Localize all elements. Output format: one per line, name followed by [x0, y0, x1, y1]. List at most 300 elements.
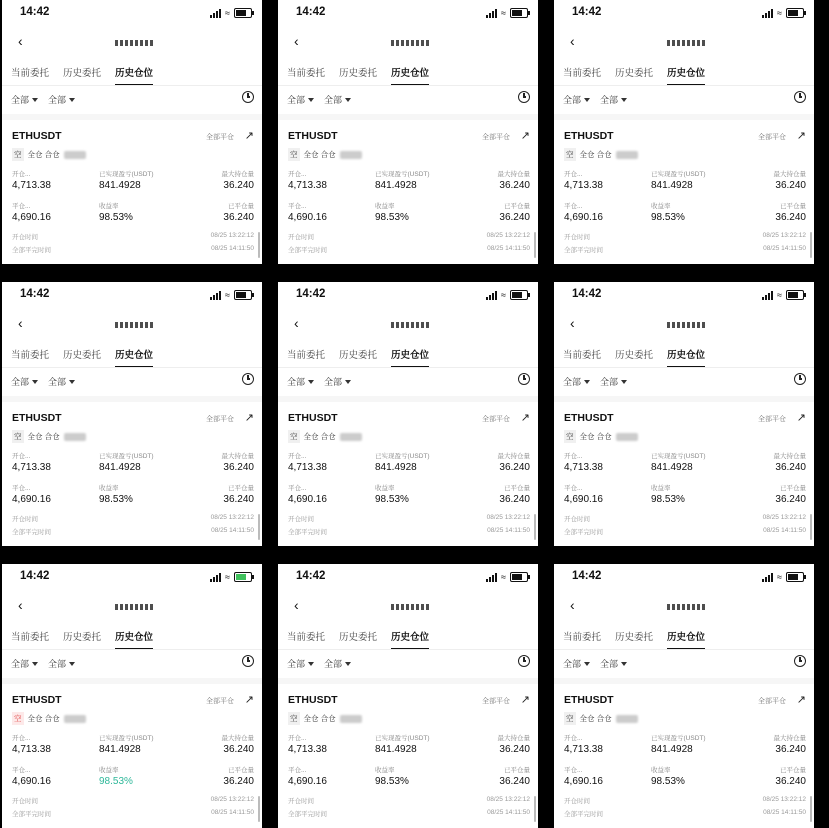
open-price: 开仓... 4,713.38 — [12, 171, 51, 191]
screenshot-grid — [2, 0, 814, 828]
battery-icon — [234, 290, 252, 300]
open-time: 08/25 13:22:12 — [762, 232, 806, 239]
leverage-tag-blurred — [64, 151, 86, 159]
side-tag: 空 — [14, 714, 22, 723]
tab-order-history[interactable]: 历史委托 — [63, 68, 102, 79]
leverage-tag-blurred — [340, 433, 362, 441]
close-time: 08/25 14:11:50 — [211, 809, 254, 816]
status-time: 14:42 — [572, 288, 602, 300]
max-position: 最大持仓量 36.240 — [497, 735, 530, 755]
tab-current-orders[interactable]: 当前委托 — [563, 68, 602, 79]
tabs-divider — [554, 367, 814, 368]
margin-mode-tag: 全仓 合仓 — [579, 150, 612, 159]
max-position: 最大持仓量 36.240 — [497, 171, 530, 191]
tab-current-orders[interactable]: 当前委托 — [287, 68, 326, 79]
wifi-icon: ≈ — [777, 571, 782, 582]
position-tags — [288, 712, 362, 725]
share-icon[interactable]: ↗ — [244, 694, 254, 706]
roi: 收益率 98.53% — [651, 203, 685, 223]
clock-icon[interactable] — [242, 91, 254, 103]
position-tags — [564, 148, 638, 161]
account-name-blurred — [667, 322, 705, 328]
open-price: 开仓... 4,713.38 — [564, 735, 603, 755]
clock-icon[interactable] — [518, 655, 530, 667]
close-all-label: 全部平仓 — [482, 416, 510, 423]
closed-qty: 已平仓量 36.240 — [223, 485, 254, 505]
filter-dropdown-2[interactable]: 全部 — [48, 93, 75, 106]
tab-position-history[interactable]: 历史仓位 — [115, 65, 153, 79]
leverage-tag-blurred — [340, 715, 362, 723]
share-icon[interactable]: ↗ — [796, 130, 806, 142]
wifi-icon: ≈ — [225, 289, 230, 300]
clock-icon[interactable] — [794, 373, 806, 385]
wifi-icon: ≈ — [501, 289, 506, 300]
max-position: 最大持仓量 36.240 — [221, 735, 254, 755]
status-time: 14:42 — [572, 6, 602, 18]
tabs-divider — [554, 85, 814, 86]
close-time-label: 全部平完时间 — [564, 247, 603, 254]
margin-mode-tag: 全仓 合仓 — [303, 150, 336, 159]
realized-pnl: 已实现盈亏(USDT) 841.4928 — [651, 735, 706, 755]
filter-dropdown-2[interactable]: 全部 — [600, 93, 627, 106]
status-time: 14:42 — [296, 570, 326, 582]
back-icon[interactable]: ‹ — [294, 33, 299, 49]
tab-bar — [287, 65, 429, 79]
wifi-icon: ≈ — [225, 571, 230, 582]
chevron-down-icon — [69, 380, 75, 384]
leverage-tag-blurred — [616, 433, 638, 441]
account-name-blurred — [391, 604, 429, 610]
scrollbar[interactable] — [258, 514, 260, 540]
roi: 收益率 98.53% — [651, 485, 685, 505]
side-tag: 空 — [14, 150, 22, 159]
tab-bar — [563, 65, 705, 79]
chevron-down-icon — [345, 380, 351, 384]
filter-dropdown-2[interactable]: 全部 — [48, 657, 75, 670]
close-time: 08/25 14:11:50 — [487, 527, 530, 534]
side-tag: 空 — [566, 714, 574, 723]
realized-pnl: 已实现盈亏(USDT) 841.4928 — [99, 453, 154, 473]
back-icon[interactable]: ‹ — [18, 597, 23, 613]
open-time-label: 开仓时间 — [564, 798, 590, 805]
filter-dropdown-1[interactable]: 全部 — [11, 657, 38, 670]
status-bar — [554, 288, 814, 304]
symbol-name: ETHUSDT — [288, 694, 338, 706]
symbol-name: ETHUSDT — [12, 412, 62, 424]
chevron-down-icon — [308, 662, 314, 666]
max-position: 最大持仓量 36.240 — [773, 171, 806, 191]
chevron-down-icon — [584, 98, 590, 102]
open-time: 08/25 13:22:12 — [486, 796, 530, 803]
back-icon[interactable]: ‹ — [294, 315, 299, 331]
status-time: 14:42 — [20, 6, 50, 18]
chevron-down-icon — [308, 380, 314, 384]
tab-position-history[interactable]: 历史仓位 — [391, 629, 429, 643]
open-price: 开仓... 4,713.38 — [564, 453, 603, 473]
tab-position-history[interactable]: 历史仓位 — [115, 347, 153, 361]
filter-dropdown-1[interactable]: 全部 — [563, 657, 590, 670]
tab-bar — [11, 347, 153, 361]
tab-current-orders[interactable]: 当前委托 — [11, 68, 50, 79]
open-time: 08/25 13:22:12 — [486, 514, 530, 521]
position-tags — [12, 148, 86, 161]
phone-screen-6 — [554, 282, 814, 546]
filter-dropdown-2[interactable]: 全部 — [324, 657, 351, 670]
share-icon[interactable]: ↗ — [520, 412, 530, 424]
filter-dropdown-1[interactable]: 全部 — [287, 657, 314, 670]
clock-icon[interactable] — [518, 91, 530, 103]
realized-pnl: 已实现盈亏(USDT) 841.4928 — [375, 735, 430, 755]
tab-position-history[interactable]: 历史仓位 — [667, 347, 705, 361]
status-icons — [762, 290, 804, 300]
max-position: 最大持仓量 36.240 — [497, 453, 530, 473]
open-time-label: 开仓时间 — [288, 798, 314, 805]
closed-qty: 已平仓量 36.240 — [775, 485, 806, 505]
close-time-label: 全部平完时间 — [12, 247, 51, 254]
closed-qty: 已平仓量 36.240 — [499, 203, 530, 223]
close-all-label: 全部平仓 — [206, 698, 234, 705]
side-tag: 空 — [566, 150, 574, 159]
signal-icon — [210, 573, 221, 582]
chevron-down-icon — [621, 662, 627, 666]
max-position: 最大持仓量 36.240 — [773, 453, 806, 473]
status-bar — [2, 570, 262, 586]
tab-current-orders[interactable]: 当前委托 — [11, 632, 50, 643]
filter-dropdown-2[interactable]: 全部 — [600, 375, 627, 388]
account-name-blurred — [391, 322, 429, 328]
tab-position-history[interactable]: 历史仓位 — [667, 65, 705, 79]
close-time-label: 全部平完时间 — [12, 811, 51, 818]
margin-mode-tag: 全仓 合仓 — [579, 432, 612, 441]
battery-icon — [234, 8, 252, 18]
close-time-label: 全部平完时间 — [288, 247, 327, 254]
battery-icon — [234, 572, 252, 582]
symbol-name: ETHUSDT — [12, 694, 62, 706]
tab-order-history[interactable]: 历史委托 — [339, 632, 378, 643]
tabs-divider — [2, 85, 262, 86]
max-position: 最大持仓量 36.240 — [773, 735, 806, 755]
scrollbar[interactable] — [534, 514, 536, 540]
roi: 收益率 98.53% — [375, 767, 409, 787]
account-name-blurred — [115, 322, 153, 328]
tab-order-history[interactable]: 历史委托 — [63, 350, 102, 361]
close-price: 平仓... 4,690.16 — [288, 767, 327, 787]
share-icon[interactable]: ↗ — [244, 130, 254, 142]
chevron-down-icon — [69, 98, 75, 102]
filter-bar — [11, 93, 75, 106]
section-divider — [278, 678, 538, 684]
scrollbar[interactable] — [258, 796, 260, 822]
filter-bar — [11, 375, 75, 388]
close-price: 平仓... 4,690.16 — [12, 767, 51, 787]
tab-position-history[interactable]: 历史仓位 — [391, 65, 429, 79]
open-price: 开仓... 4,713.38 — [288, 735, 327, 755]
margin-mode-tag: 全仓 合仓 — [303, 714, 336, 723]
roi: 收益率 98.53% — [99, 767, 133, 787]
filter-dropdown-2[interactable]: 全部 — [324, 93, 351, 106]
position-tags — [288, 430, 362, 443]
status-icons — [486, 290, 528, 300]
close-time: 08/25 14:11:50 — [487, 809, 530, 816]
tab-order-history[interactable]: 历史委托 — [339, 350, 378, 361]
phone-screen-2 — [278, 0, 538, 264]
realized-pnl: 已实现盈亏(USDT) 841.4928 — [375, 171, 430, 191]
open-time-label: 开仓时间 — [288, 516, 314, 523]
phone-screen-3 — [554, 0, 814, 264]
section-divider — [278, 396, 538, 402]
symbol-name: ETHUSDT — [288, 412, 338, 424]
status-bar — [554, 570, 814, 586]
position-tags — [564, 712, 638, 725]
close-time-label: 全部平完时间 — [564, 529, 603, 536]
status-icons — [762, 572, 804, 582]
tab-order-history[interactable]: 历史委托 — [63, 632, 102, 643]
account-name-blurred — [115, 604, 153, 610]
tab-order-history[interactable]: 历史委托 — [615, 350, 654, 361]
chevron-down-icon — [32, 98, 38, 102]
close-price: 平仓... 4,690.16 — [564, 767, 603, 787]
status-icons — [210, 8, 252, 18]
signal-icon — [486, 291, 497, 300]
open-time: 08/25 13:22:12 — [762, 514, 806, 521]
scrollbar[interactable] — [534, 796, 536, 822]
phone-screen-4 — [2, 282, 262, 546]
scrollbar[interactable] — [534, 232, 536, 258]
leverage-tag-blurred — [616, 715, 638, 723]
tab-bar — [287, 629, 429, 643]
tab-bar — [11, 629, 153, 643]
symbol-name: ETHUSDT — [288, 130, 338, 142]
signal-icon — [762, 573, 773, 582]
closed-qty: 已平仓量 36.240 — [223, 203, 254, 223]
account-name-blurred — [115, 40, 153, 46]
chevron-down-icon — [69, 662, 75, 666]
closed-qty: 已平仓量 36.240 — [499, 485, 530, 505]
section-divider — [278, 114, 538, 120]
clock-icon[interactable] — [242, 655, 254, 667]
back-icon[interactable]: ‹ — [570, 315, 575, 331]
status-icons — [210, 290, 252, 300]
share-icon[interactable]: ↗ — [520, 694, 530, 706]
leverage-tag-blurred — [64, 433, 86, 441]
phone-screen-8 — [278, 564, 538, 828]
section-divider — [554, 114, 814, 120]
filter-dropdown-1[interactable]: 全部 — [563, 375, 590, 388]
margin-mode-tag: 全仓 合仓 — [27, 432, 60, 441]
tab-position-history[interactable]: 历史仓位 — [667, 629, 705, 643]
position-tags — [288, 148, 362, 161]
realized-pnl: 已实现盈亏(USDT) 841.4928 — [651, 171, 706, 191]
close-price: 平仓... 4,690.16 — [564, 203, 603, 223]
open-time-label: 开仓时间 — [12, 234, 38, 241]
tab-position-history[interactable]: 历史仓位 — [115, 629, 153, 643]
filter-bar — [563, 375, 627, 388]
status-bar — [278, 6, 538, 22]
signal-icon — [210, 291, 221, 300]
close-time-label: 全部平完时间 — [288, 811, 327, 818]
phone-screen-1 — [2, 0, 262, 264]
share-icon[interactable]: ↗ — [796, 694, 806, 706]
margin-mode-tag: 全仓 合仓 — [27, 150, 60, 159]
share-icon[interactable]: ↗ — [520, 130, 530, 142]
margin-mode-tag: 全仓 合仓 — [27, 714, 60, 723]
tabs-divider — [278, 367, 538, 368]
symbol-name: ETHUSDT — [564, 694, 614, 706]
tab-current-orders[interactable]: 当前委托 — [287, 632, 326, 643]
section-divider — [554, 678, 814, 684]
back-icon[interactable]: ‹ — [294, 597, 299, 613]
filter-dropdown-2[interactable]: 全部 — [48, 375, 75, 388]
status-time: 14:42 — [20, 288, 50, 300]
close-price: 平仓... 4,690.16 — [12, 485, 51, 505]
share-icon[interactable]: ↗ — [244, 412, 254, 424]
status-icons — [486, 572, 528, 582]
tab-order-history[interactable]: 历史委托 — [615, 68, 654, 79]
filter-dropdown-1[interactable]: 全部 — [287, 93, 314, 106]
close-time: 08/25 14:11:50 — [211, 527, 254, 534]
clock-icon[interactable] — [242, 373, 254, 385]
close-all-label: 全部平仓 — [482, 698, 510, 705]
filter-bar — [11, 657, 75, 670]
status-icons — [486, 8, 528, 18]
realized-pnl: 已实现盈亏(USDT) 841.4928 — [375, 453, 430, 473]
share-icon[interactable]: ↗ — [796, 412, 806, 424]
filter-dropdown-1[interactable]: 全部 — [287, 375, 314, 388]
close-all-label: 全部平仓 — [758, 134, 786, 141]
clock-icon[interactable] — [794, 655, 806, 667]
account-name-blurred — [391, 40, 429, 46]
close-price: 平仓... 4,690.16 — [564, 485, 603, 505]
clock-icon[interactable] — [794, 91, 806, 103]
max-position: 最大持仓量 36.240 — [221, 171, 254, 191]
wifi-icon: ≈ — [225, 7, 230, 18]
open-time: 08/25 13:22:12 — [762, 796, 806, 803]
clock-icon[interactable] — [518, 373, 530, 385]
status-bar — [2, 6, 262, 22]
filter-dropdown-1[interactable]: 全部 — [11, 93, 38, 106]
close-price: 平仓... 4,690.16 — [288, 203, 327, 223]
open-time-label: 开仓时间 — [564, 516, 590, 523]
close-all-label: 全部平仓 — [758, 416, 786, 423]
tab-order-history[interactable]: 历史委托 — [339, 68, 378, 79]
filter-bar — [563, 657, 627, 670]
battery-icon — [786, 290, 804, 300]
back-icon[interactable]: ‹ — [18, 315, 23, 331]
tabs-divider — [2, 367, 262, 368]
phone-screen-5 — [278, 282, 538, 546]
close-price: 平仓... 4,690.16 — [288, 485, 327, 505]
signal-icon — [210, 9, 221, 18]
open-time: 08/25 13:22:12 — [210, 796, 254, 803]
wifi-icon: ≈ — [777, 289, 782, 300]
leverage-tag-blurred — [64, 715, 86, 723]
scrollbar[interactable] — [258, 232, 260, 258]
open-price: 开仓... 4,713.38 — [288, 453, 327, 473]
back-icon[interactable]: ‹ — [18, 33, 23, 49]
battery-icon — [786, 8, 804, 18]
section-divider — [2, 396, 262, 402]
wifi-icon: ≈ — [501, 7, 506, 18]
scrollbar[interactable] — [810, 232, 812, 258]
scrollbar[interactable] — [810, 514, 812, 540]
section-divider — [554, 396, 814, 402]
filter-bar — [563, 93, 627, 106]
closed-qty: 已平仓量 36.240 — [775, 767, 806, 787]
close-all-label: 全部平仓 — [206, 134, 234, 141]
back-icon[interactable]: ‹ — [570, 33, 575, 49]
roi: 收益率 98.53% — [375, 203, 409, 223]
open-price: 开仓... 4,713.38 — [564, 171, 603, 191]
close-time: 08/25 14:11:50 — [763, 527, 806, 534]
open-time-label: 开仓时间 — [12, 798, 38, 805]
open-time-label: 开仓时间 — [288, 234, 314, 241]
tab-bar — [563, 629, 705, 643]
open-time: 08/25 13:22:12 — [486, 232, 530, 239]
open-price: 开仓... 4,713.38 — [12, 735, 51, 755]
status-bar — [554, 6, 814, 22]
close-time: 08/25 14:11:50 — [487, 245, 530, 252]
close-time-label: 全部平完时间 — [288, 529, 327, 536]
chevron-down-icon — [345, 662, 351, 666]
symbol-name: ETHUSDT — [12, 130, 62, 142]
close-time-label: 全部平完时间 — [12, 529, 51, 536]
open-price: 开仓... 4,713.38 — [288, 171, 327, 191]
open-time-label: 开仓时间 — [564, 234, 590, 241]
signal-icon — [762, 9, 773, 18]
status-icons — [762, 8, 804, 18]
battery-icon — [510, 572, 528, 582]
roi: 收益率 98.53% — [99, 485, 133, 505]
symbol-name: ETHUSDT — [564, 412, 614, 424]
status-bar — [2, 288, 262, 304]
filter-bar — [287, 375, 351, 388]
filter-dropdown-1[interactable]: 全部 — [563, 93, 590, 106]
close-time-label: 全部平完时间 — [564, 811, 603, 818]
tab-current-orders[interactable]: 当前委托 — [563, 632, 602, 643]
closed-qty: 已平仓量 36.240 — [223, 767, 254, 787]
chevron-down-icon — [584, 662, 590, 666]
chevron-down-icon — [32, 662, 38, 666]
status-time: 14:42 — [20, 570, 50, 582]
scrollbar[interactable] — [810, 796, 812, 822]
filter-dropdown-1[interactable]: 全部 — [11, 375, 38, 388]
status-time: 14:42 — [572, 570, 602, 582]
margin-mode-tag: 全仓 合仓 — [303, 432, 336, 441]
open-time-label: 开仓时间 — [12, 516, 38, 523]
side-tag: 空 — [290, 714, 298, 723]
filter-dropdown-2[interactable]: 全部 — [600, 657, 627, 670]
roi: 收益率 98.53% — [99, 203, 133, 223]
back-icon[interactable]: ‹ — [570, 597, 575, 613]
close-price: 平仓... 4,690.16 — [12, 203, 51, 223]
chevron-down-icon — [584, 380, 590, 384]
tab-current-orders[interactable]: 当前委托 — [563, 350, 602, 361]
close-all-label: 全部平仓 — [758, 698, 786, 705]
leverage-tag-blurred — [616, 151, 638, 159]
tab-current-orders[interactable]: 当前委托 — [11, 350, 50, 361]
wifi-icon: ≈ — [777, 7, 782, 18]
status-time: 14:42 — [296, 288, 326, 300]
tab-current-orders[interactable]: 当前委托 — [287, 350, 326, 361]
tab-position-history[interactable]: 历史仓位 — [391, 347, 429, 361]
close-time: 08/25 14:11:50 — [763, 245, 806, 252]
side-tag: 空 — [566, 432, 574, 441]
filter-dropdown-2[interactable]: 全部 — [324, 375, 351, 388]
section-divider — [2, 114, 262, 120]
status-bar — [278, 570, 538, 586]
side-tag: 空 — [290, 432, 298, 441]
tab-order-history[interactable]: 历史委托 — [615, 632, 654, 643]
